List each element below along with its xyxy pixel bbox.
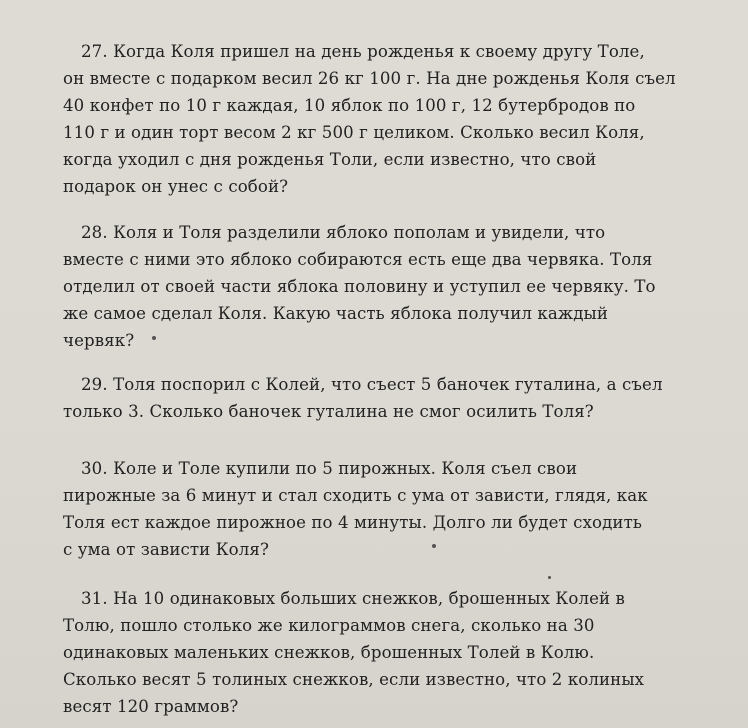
problem-30 [63,455,723,563]
problem-30-line-1: 30. Коле и Толе купили по 5 пирожных. Коля съел свои [81,459,578,478]
problem-29-line-1: 29. Толя поспорил с Колей, что съест 5 баночек гуталина, а съел [81,375,663,394]
problem-27-line-4: 110 г и один торт весом 2 кг 500 г целиком. Сколько весил Коля, [63,123,645,142]
print-speck [152,336,156,340]
problem-28-line-3: отделил от своей части яблока половину и уступил ее червяку. То [63,277,656,296]
print-speck [432,544,436,548]
problem-31-line-4: Сколько весят 5 толиных снежков, если известно, что 2 колиных [63,670,645,689]
problem-31 [63,585,723,720]
problem-30-line-3: Толя ест каждое пирожное по 4 минуты. Долго ли будет сходить [63,513,643,532]
problem-28 [63,219,723,354]
problem-28-line-5: червяк? [63,331,135,350]
problem-30-line-4: с ума от зависти Коля? [63,540,269,559]
problem-31-line-3: одинаковых маленьких снежков, брошенных Толей в Колю. [63,643,595,662]
problem-31-line-2: Толю, пошло столько же килограммов снега, сколько на 30 [63,616,595,635]
problem-28-line-4: же самое сделал Коля. Какую часть яблока получил каждый [63,304,608,323]
problem-28-line-2: вместе с ними это яблоко собираются есть еще два червяка. Толя [63,250,653,269]
problem-27-line-1: 27. Когда Коля пришел на день рожденья к своему другу Толе, [81,42,645,61]
problem-27-line-6: подарок он унес с собой? [63,177,289,196]
print-speck [548,576,551,579]
problem-27 [63,38,723,200]
problem-28-line-1: 28. Коля и Толя разделили яблоко пополам и увидели, что [81,223,606,242]
problem-27-line-5: когда уходил с дня рожденья Толи, если известно, что свой [63,150,597,169]
problem-31-line-5: весят 120 граммов? [63,697,239,716]
problem-27-line-2: он вместе с подарком весил 26 кг 100 г. На дне рожденья Коля съел [63,69,676,88]
problem-29 [63,371,723,425]
problem-31-line-1: 31. На 10 одинаковых больших снежков, брошенных Колей в [81,589,626,608]
problem-30-line-2: пирожные за 6 минут и стал сходить с ума от зависти, глядя, как [63,486,648,505]
problem-27-line-3: 40 конфет по 10 г каждая, 10 яблок по 100 г, 12 бутербродов по [63,96,636,115]
problem-29-line-2: только 3. Сколько баночек гуталина не смог осилить Толя? [63,402,594,421]
